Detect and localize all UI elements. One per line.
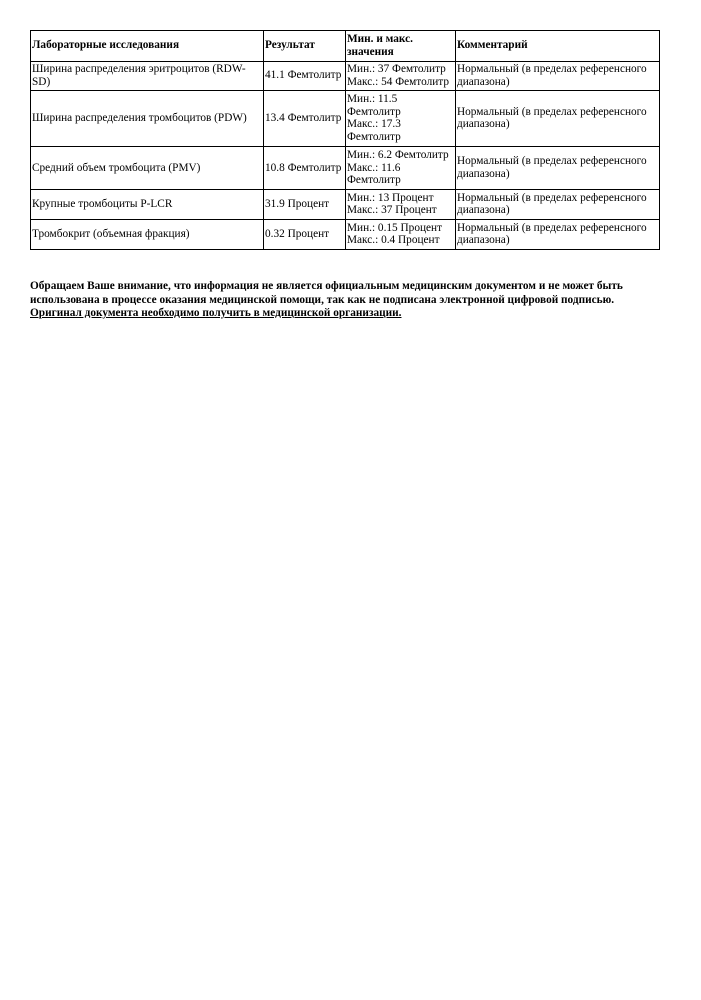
range-line: Мин.: 37 Фемтолитр (347, 63, 446, 75)
result-cell: 31.9 Процент (264, 190, 346, 220)
disclaimer-notice (30, 280, 670, 321)
test-name-cell: Ширина распределения эритроцитов (RDW-SD) (31, 62, 264, 91)
range-cell (346, 147, 456, 190)
header-range-line: Мин. и макс. (347, 32, 413, 45)
range-line: Фемтолитр (347, 131, 401, 144)
range-line: Мин.: 6.2 Фемтолитр (347, 148, 449, 161)
range-line: Фемтолитр (347, 105, 401, 118)
range-cell (346, 91, 456, 147)
comment-cell: Нормальный (в пределах референсного диапазона) (456, 147, 660, 190)
header-range (346, 31, 456, 62)
result-cell: 41.1 Фемтолитр (264, 62, 346, 91)
range-line: Мин.: 11.5 (347, 93, 398, 105)
lab-results-table (30, 30, 660, 250)
range-line: Мин.: 13 Процент (347, 191, 434, 204)
comment-cell: Нормальный (в пределах референсного диапазона) (456, 220, 660, 250)
test-name-cell: Ширина распределения тромбоцитов (PDW) (31, 91, 264, 147)
result-cell: 0.32 Процент (264, 220, 346, 250)
range-line: Макс.: 54 Фемтолитр (347, 75, 449, 88)
table-row (31, 220, 660, 250)
range-cell (346, 62, 456, 91)
range-cell (346, 190, 456, 220)
range-line: Макс.: 17.3 (347, 118, 401, 131)
range-line: Макс.: 0.4 Процент (347, 234, 440, 247)
header-range-line: значения (347, 45, 394, 58)
test-name-cell: Средний объем тромбоцита (PMV) (31, 147, 264, 190)
range-line: Макс.: 37 Процент (347, 204, 437, 217)
test-name-cell: Тромбокрит (объемная фракция) (31, 220, 264, 250)
header-comment: Комментарий (456, 31, 660, 62)
disclaimer-line: Обращаем Ваше внимание, что информация не является официальным медицинским документом и не может быть (30, 280, 623, 292)
table-row (31, 62, 660, 91)
table-row (31, 190, 660, 220)
disclaimer-line: использована в процессе оказания медицинской помощи, так как не подписана электронной цифровой подписью. (30, 293, 615, 306)
result-cell: 13.4 Фемтолитр (264, 91, 346, 147)
header-result: Результат (264, 31, 346, 62)
disclaimer-original-note: Оригинал документа необходимо получить в медицинской организации. (30, 307, 402, 319)
range-cell (346, 220, 456, 250)
range-line: Фемтолитр (347, 174, 401, 187)
test-name-cell: Крупные тромбоциты P-LCR (31, 190, 264, 220)
range-line: Мин.: 0.15 Процент (347, 221, 443, 234)
header-test: Лабораторные исследования (31, 31, 264, 62)
comment-cell: Нормальный (в пределах референсного диапазона) (456, 91, 660, 147)
result-cell: 10.8 Фемтолитр (264, 147, 346, 190)
table-header-row (31, 31, 660, 62)
comment-cell: Нормальный (в пределах референсного диапазона) (456, 190, 660, 220)
table-row (31, 147, 660, 190)
range-line: Макс.: 11.6 (347, 161, 401, 174)
table-row (31, 91, 660, 147)
comment-cell: Нормальный (в пределах референсного диапазона) (456, 62, 660, 91)
